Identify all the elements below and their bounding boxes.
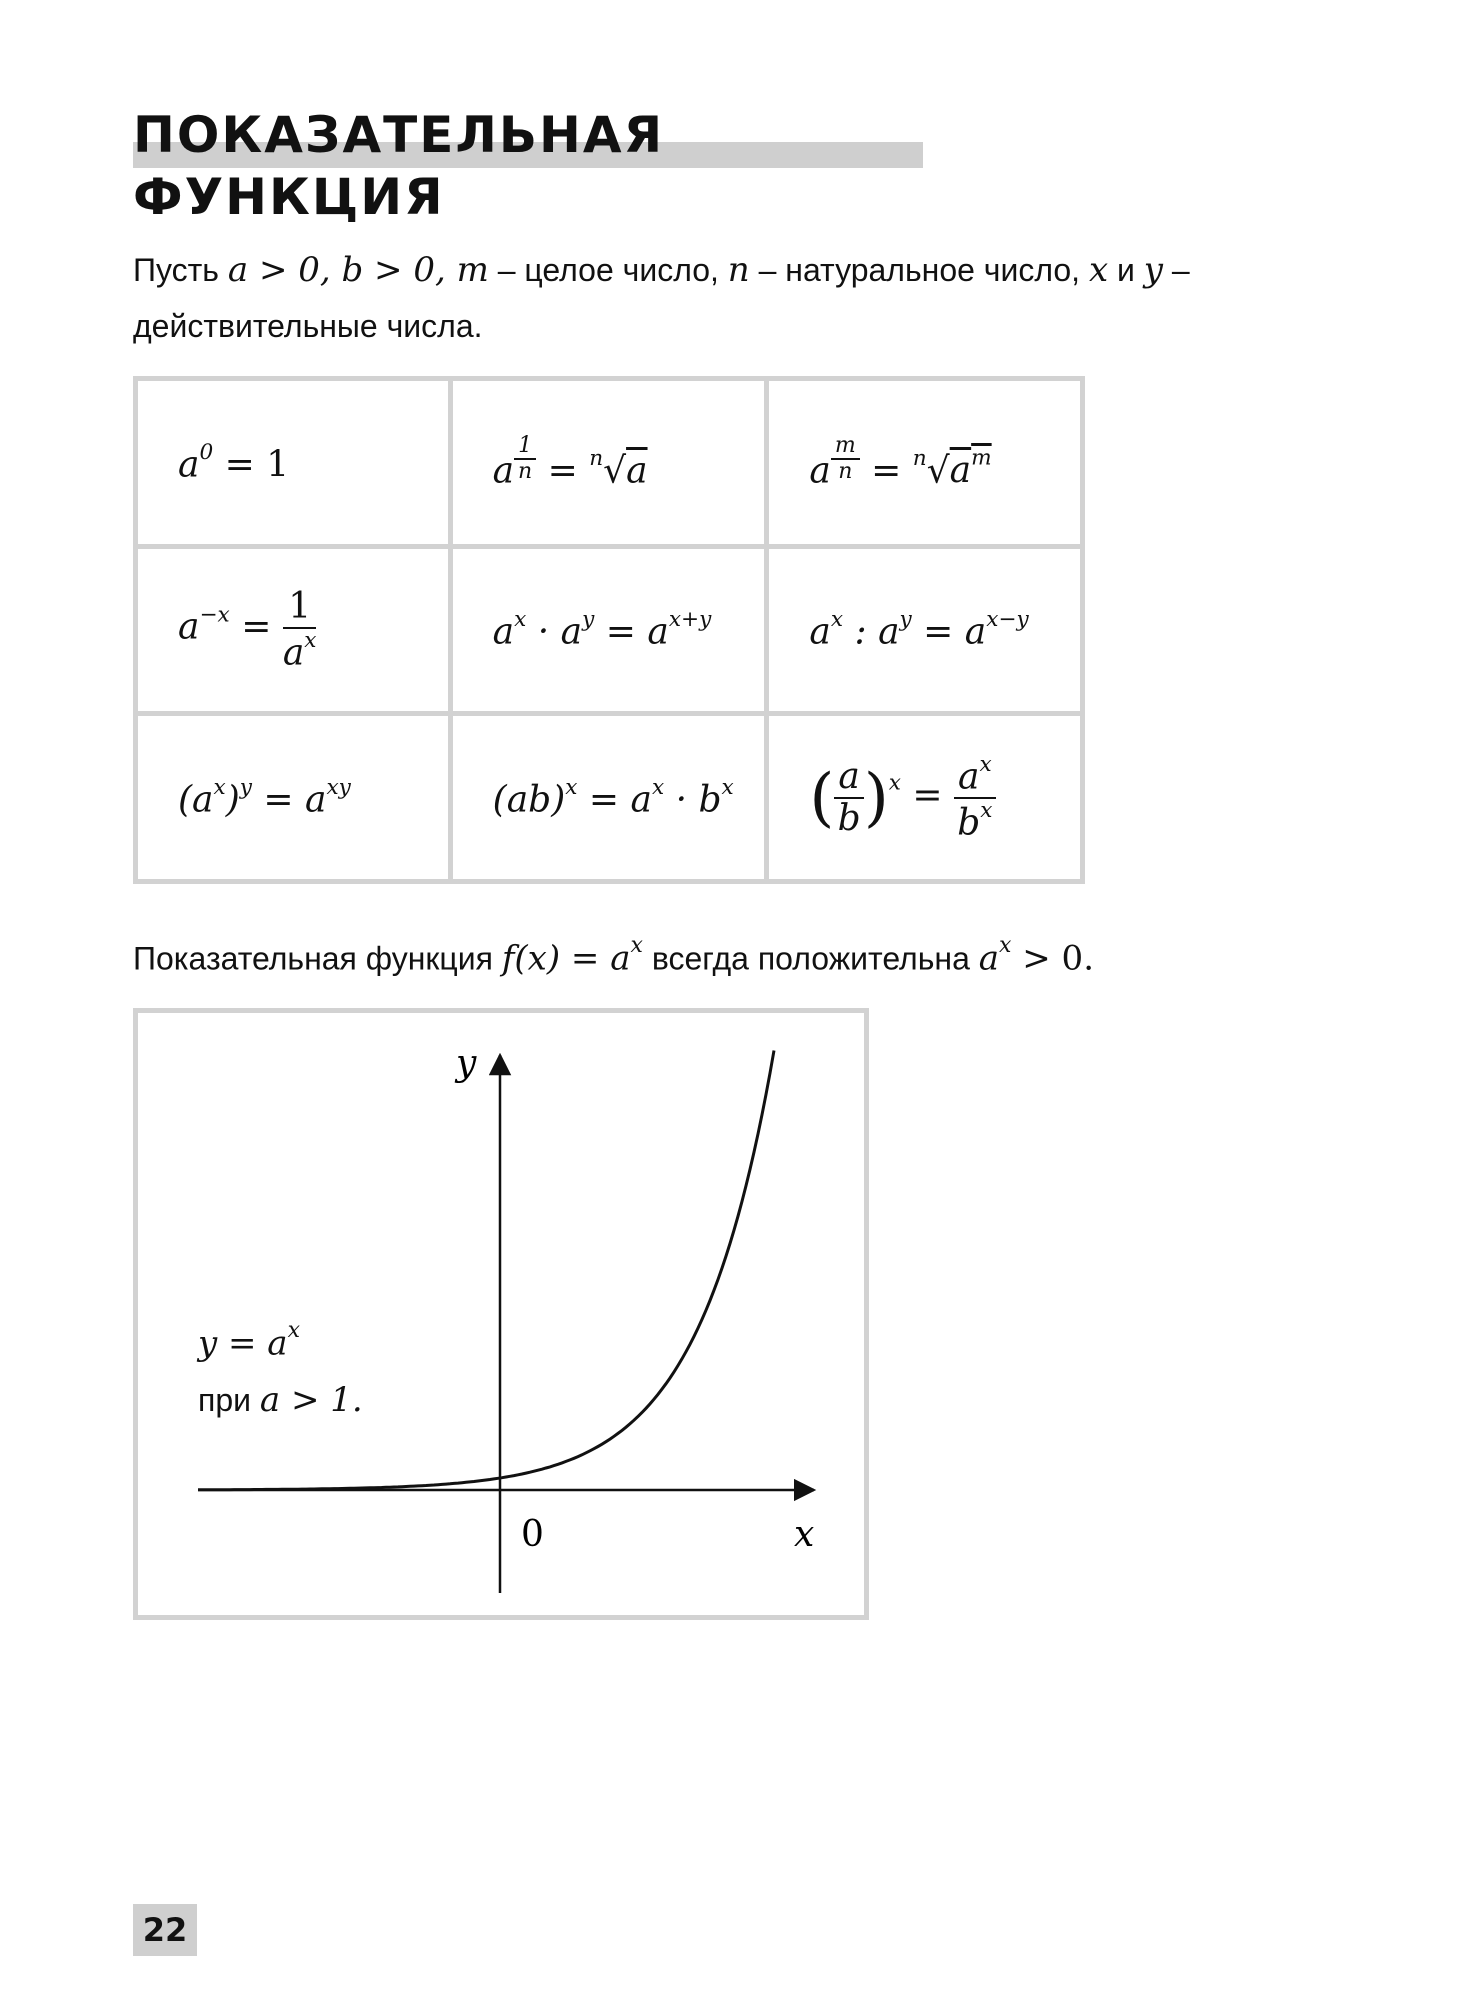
origin-label: 0: [521, 1514, 544, 1555]
curve-condition-math: a > 1.: [259, 1379, 363, 1420]
positivity-statement: Показательная функция $f(x) = a^x$ всегда положительна $a^x > 0$.: [133, 933, 1094, 979]
statement-text-2: всегда положительна: [642, 940, 979, 977]
formula-table: [133, 376, 1085, 884]
statement-math-3: > 0.: [1011, 938, 1094, 979]
formula-row: [136, 714, 1083, 882]
statement-text-1: Показательная функция: [133, 940, 502, 977]
formula-negative-power: $a^{-x}$ = $\frac{1}{a^x}$: [136, 546, 451, 714]
intro-text-4: и: [1108, 252, 1144, 288]
formula-product: $a^x \cdot a^y = a^{x+y}$: [450, 546, 767, 714]
curve-label: $y = a^x$ при a > 1.: [198, 1318, 363, 1420]
formula-quotient: $a^x$ : $a^y = a^{x-y}$: [767, 546, 1083, 714]
intro-math-1: a > 0, b > 0, m: [227, 250, 489, 290]
formula-product-power: $(ab)^x = a^x \cdot b^x$: [450, 714, 767, 882]
x-axis-label: x: [794, 1514, 815, 1555]
formula-root: a $^{\frac{1}{n}}$ = $^n$√a: [450, 379, 767, 547]
intro-math-3: x: [1088, 250, 1109, 290]
formula-row: [136, 379, 1083, 547]
intro-line-2: действительные числа.: [133, 308, 483, 344]
curve-condition-text: при: [198, 1381, 260, 1418]
intro-text-5: –: [1163, 252, 1190, 288]
exponential-graph: [133, 1008, 869, 1620]
formula-root-power: a $^{\frac{m}{n}}$ = $^n√a^m$: [767, 379, 1083, 547]
formula-power-of-power: $(a^x)^y = a^{xy}$: [136, 714, 451, 882]
curve-equation: y = a: [198, 1323, 288, 1364]
y-axis-label: y: [456, 1043, 477, 1084]
page-number: 22: [133, 1904, 197, 1956]
intro-text-3: – натуральное число,: [749, 252, 1089, 288]
page-title-bar: [133, 104, 923, 226]
page-title: ПОКАЗАТЕЛЬНАЯ ФУНКЦИЯ: [133, 106, 665, 226]
intro-text-1: Пусть: [133, 252, 228, 288]
intro-paragraph: [133, 242, 1313, 354]
formula-row: [136, 546, 1083, 714]
intro-text-2: – целое число,: [488, 252, 728, 288]
intro-math-4: y: [1143, 250, 1164, 290]
intro-math-2: n: [727, 250, 750, 290]
formula-zero-power: $a^0 = 1$: [136, 379, 451, 547]
statement-math-1: f(x) = a: [501, 938, 631, 979]
statement-math-2: a: [978, 938, 1000, 979]
formula-fraction-power: ( $\frac{a}{b}$ )$^x$ = $\frac{a^x}{b^x}$: [767, 714, 1083, 882]
